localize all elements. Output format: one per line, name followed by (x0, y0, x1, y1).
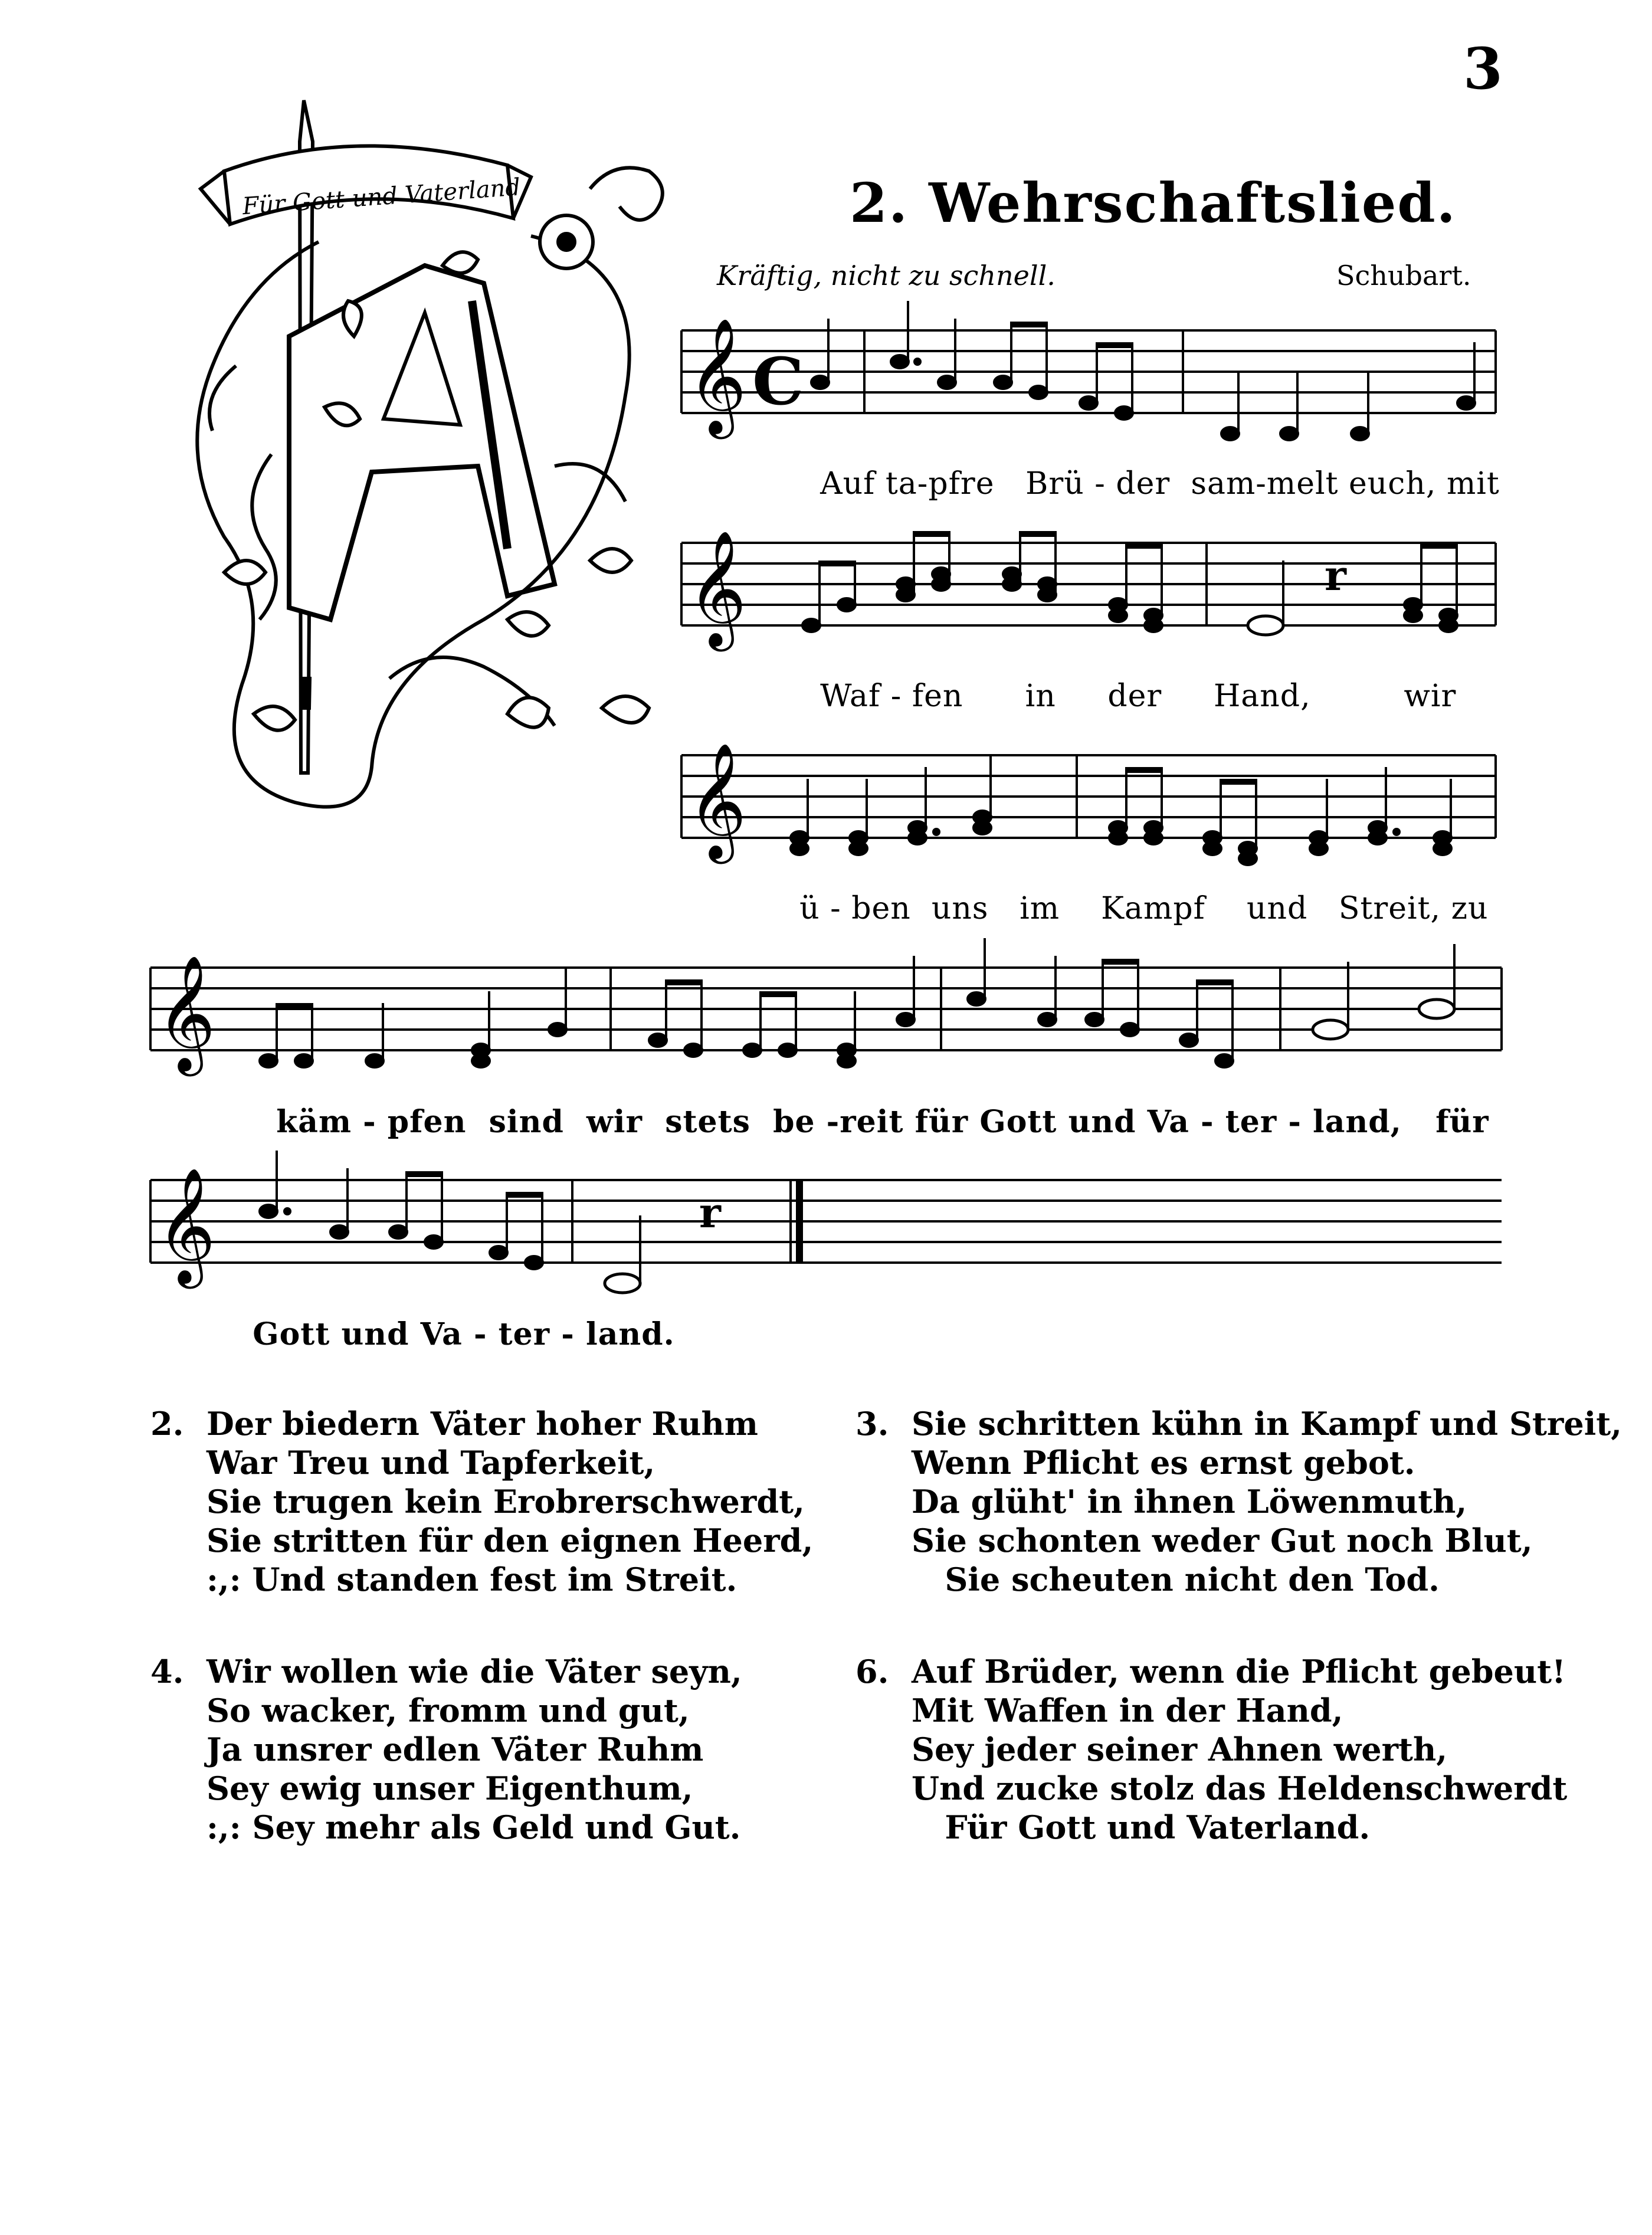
ornament-banner-text: Für Gott und Vaterland (241, 173, 522, 221)
ornamental-initial (177, 89, 684, 826)
lyrics-line-3: ü - ben uns im Kampf und Streit, zu (799, 891, 1489, 926)
verse-line: Sey jeder seiner Ahnen werth, (912, 1731, 1448, 1768)
verse-number: 6. (856, 1653, 889, 1690)
rest-icon: r (699, 1188, 721, 1237)
verse-line: :,: Und standen fest im Streit. (206, 1561, 738, 1598)
verse-number: 4. (150, 1653, 184, 1690)
treble-clef-icon: 𝄞 (156, 1167, 216, 1284)
lyrics-line-5: Gott und Va - ter - land. (253, 1316, 675, 1352)
verse-line: Mit Waffen in der Hand, (912, 1692, 1343, 1729)
verse-line: So wacker, fromm und gut, (206, 1692, 690, 1729)
lyrics-line-1: Auf ta-pfre Brü - der sam-melt euch, mit (820, 466, 1500, 502)
lyrics-line-4: käm - pfen sind wir stets be -reit für Gott und Va - ter - land, für (276, 1104, 1489, 1140)
verse-line: Sie trugen kein Erobrerschwerdt, (206, 1483, 805, 1520)
treble-clef-icon: 𝄞 (687, 530, 747, 647)
verse-line: Sie schritten kühn in Kampf und Streit, (912, 1405, 1622, 1443)
treble-clef-icon: 𝄞 (687, 742, 747, 859)
verse-line: Und zucke stolz das Heldenschwerdt (912, 1769, 1568, 1807)
verse-6 (856, 1652, 1593, 1853)
verse-line: Sey ewig unser Eigenthum, (206, 1769, 693, 1807)
common-time-icon: C (752, 343, 804, 420)
verse-2 (150, 1404, 814, 1605)
verse-line: Der biedern Väter hoher Ruhm (206, 1405, 758, 1443)
rest-icon: r (1325, 551, 1346, 600)
verse-line: Da glüht' in ihnen Löwenmuth, (912, 1483, 1467, 1520)
treble-clef-icon: 𝄞 (687, 317, 747, 434)
verse-number: 3. (856, 1405, 889, 1443)
song-title: 2. Wehrschaftslied. (850, 171, 1457, 235)
treble-clef-icon: 𝄞 (156, 955, 216, 1071)
verse-number: 2. (150, 1405, 184, 1443)
verse-line: Sie schonten weder Gut noch Blut, (912, 1522, 1533, 1559)
verse-3 (856, 1404, 1622, 1605)
verse-line: Sie stritten für den eignen Heerd, (206, 1522, 814, 1559)
verse-line: Auf Brüder, wenn die Pflicht gebeut! (912, 1653, 1566, 1690)
lyrics-line-2: Waf - fen in der Hand, wir (820, 679, 1457, 714)
verse-line: Für Gott und Vaterland. (912, 1808, 1371, 1846)
verse-line: Sie scheuten nicht den Tod. (912, 1561, 1440, 1598)
verse-line: :,: Sey mehr als Geld und Gut. (206, 1808, 741, 1846)
page-number: 3 (1463, 35, 1503, 102)
verse-line: War Treu und Tapferkeit, (206, 1444, 655, 1482)
tempo-marking: Kräftig, nicht zu schnell. (717, 260, 1056, 291)
verse-line: Wir wollen wie die Väter seyn, (206, 1653, 742, 1690)
verse-line: Ja unsrer edlen Väter Ruhm (206, 1731, 704, 1768)
composer: Schubart. (1336, 260, 1471, 291)
verse-4 (150, 1652, 799, 1853)
verse-line: Wenn Pflicht es ernst gebot. (912, 1444, 1415, 1482)
